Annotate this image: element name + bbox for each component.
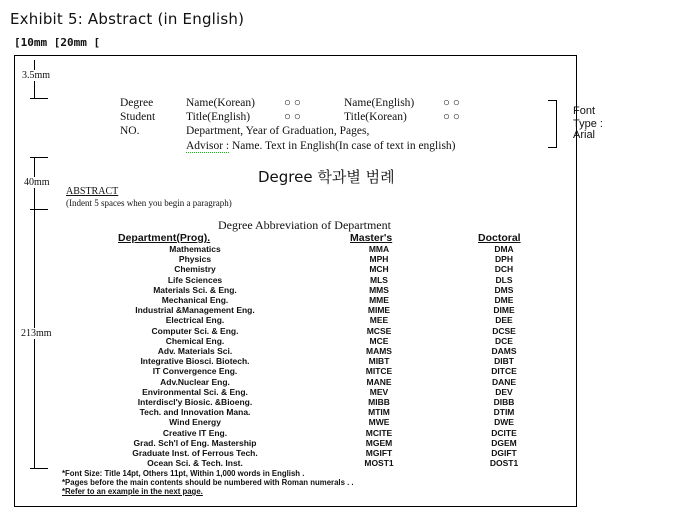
masters-cell: MOST1	[364, 458, 394, 469]
table-row	[0, 315, 560, 325]
circle-placeholder-icon: ○ ○	[284, 111, 301, 123]
dim-mid-label: 40mm	[24, 177, 50, 188]
doctoral-cell: DGEM	[491, 437, 517, 448]
meta-right: Title(Korean)	[344, 111, 407, 123]
masters-cell: MGEM	[365, 437, 393, 448]
degree-table	[0, 244, 600, 474]
exhibit-title: Exhibit 5: Abstract (in English)	[10, 10, 245, 28]
table-row	[0, 417, 560, 427]
department-cell: IT Convergence Eng.	[152, 366, 238, 377]
table-row	[0, 448, 560, 458]
table-row	[0, 336, 560, 346]
department-cell: Ocean Sci. & Tech. Inst.	[147, 458, 243, 469]
meta-label: Student	[120, 111, 156, 123]
meta-left: Name(Korean)	[186, 97, 255, 109]
department-cell: Industrial &Management Eng.	[135, 305, 255, 316]
doctoral-cell: DEE	[495, 315, 513, 326]
table-row	[0, 305, 560, 315]
table-row	[0, 295, 560, 305]
doctoral-cell: DPH	[495, 254, 513, 265]
table-row	[0, 458, 560, 468]
masters-cell: MEV	[369, 386, 389, 397]
masters-cell: MIBB	[368, 397, 390, 407]
header-department: Department(Prog).	[118, 232, 211, 244]
doctoral-cell: DIBT	[494, 356, 514, 367]
table-row	[0, 356, 560, 366]
table-row	[0, 326, 560, 336]
masters-cell: MCITE	[365, 427, 393, 438]
department-cell: Chemical Eng.	[165, 335, 225, 346]
meta-label: NO.	[120, 125, 140, 137]
masters-cell: MWE	[368, 417, 390, 428]
footnote-2: *Pages before the main contents should be numbered with Roman numerals . .	[62, 478, 354, 487]
doctoral-cell: DEV	[495, 386, 513, 397]
font-note-line2: Type :	[573, 118, 603, 130]
doctoral-cell: DGIFT	[491, 448, 517, 458]
doctoral-cell: DMA	[494, 244, 514, 254]
abstract-label: ABSTRACT	[66, 186, 119, 197]
header-masters: Master's	[350, 232, 393, 244]
table-row	[0, 244, 560, 254]
advisor-line	[186, 140, 456, 152]
table-row	[0, 397, 560, 407]
department-cell: Chemistry	[174, 264, 216, 275]
circle-placeholder-icon: ○ ○	[443, 111, 460, 123]
table-row	[0, 366, 560, 376]
masters-cell: MITCE	[365, 366, 393, 377]
dim-top-label: 3.5mm	[22, 70, 51, 81]
doctoral-cell: DAMS	[491, 346, 517, 356]
department-cell: Materials Sci. & Eng.	[153, 284, 237, 295]
masters-cell: MAMS	[366, 346, 392, 356]
table-row	[0, 275, 560, 285]
dim-tick-1	[30, 98, 48, 99]
doctoral-cell: DIME	[493, 305, 515, 316]
masters-cell: MANE	[366, 376, 392, 387]
doctoral-cell: DTIM	[493, 407, 515, 418]
masters-cell: MIME	[367, 305, 391, 316]
masters-cell: MTIM	[368, 407, 390, 418]
doctoral-cell: DWE	[494, 417, 514, 428]
department-cell: Wind Energy	[169, 417, 221, 428]
department-cell: Grad. Sch'l of Eng. Mastership	[133, 437, 257, 448]
dim-tick-3	[30, 209, 48, 210]
abstract-hint: (Indent 5 spaces when you begin a paragraph)	[66, 198, 232, 208]
masters-cell: MGIFT	[365, 448, 393, 458]
department-cell: Mathematics	[169, 244, 221, 254]
meta-left: Department, Year of Graduation, Pages,	[186, 125, 370, 137]
circle-placeholder-icon: ○ ○	[443, 97, 460, 109]
department-cell: Mechanical Eng.	[161, 295, 229, 305]
department-cell: Physics	[178, 254, 212, 265]
department-cell: Environmental Sci. & Eng.	[142, 386, 248, 397]
doctoral-cell: DANE	[491, 376, 517, 387]
masters-cell: MMA	[368, 244, 390, 254]
doctoral-cell: DME	[494, 295, 514, 305]
advisor-text: Name. Text in English(In case of text in english)	[229, 140, 456, 152]
advisor-prefix: Advisor :	[186, 140, 230, 152]
department-cell: Computer Sci. & Eng.	[151, 325, 239, 336]
table-row	[0, 407, 560, 417]
doctoral-cell: DITCE	[491, 366, 517, 377]
bracket	[548, 100, 557, 148]
table-row	[0, 387, 560, 397]
department-cell: Tech. and Innovation Mana.	[139, 407, 251, 418]
department-cell: Creative IT Eng.	[162, 427, 228, 438]
footnote-1: *Font Size: Title 14pt, Others 11pt, Within 1,000 words in English .	[62, 469, 305, 478]
doctoral-cell: DCITE	[491, 427, 517, 438]
department-cell: Graduate Inst. of Ferrous Tech.	[132, 448, 258, 458]
circle-placeholder-icon: ○ ○	[284, 97, 301, 109]
header-doctoral: Doctoral	[478, 232, 521, 244]
doctoral-cell: DOST1	[489, 458, 519, 469]
dim-bottom-label: 213mm	[21, 328, 52, 339]
masters-cell: MLS	[370, 274, 388, 285]
table-row	[0, 438, 560, 448]
font-note-line1: Font	[573, 105, 596, 117]
masters-cell: MIBT	[368, 356, 390, 367]
department-cell: Life Sciences	[167, 274, 223, 285]
masters-cell: MME	[369, 295, 389, 305]
table-row	[0, 346, 560, 356]
masters-cell: MCSE	[366, 325, 392, 336]
dim-tick-2	[30, 157, 48, 158]
font-note-line3: Arial	[573, 129, 596, 141]
masters-cell: MPH	[369, 254, 389, 265]
table-row	[0, 254, 560, 264]
doctoral-cell: DCH	[494, 264, 514, 275]
masters-cell: MCE	[369, 335, 389, 346]
department-cell: Adv.Nuclear Eng.	[160, 376, 230, 387]
table-row	[0, 285, 560, 295]
footnote-3: *Refer to an example in the next page.	[62, 487, 203, 496]
table-title: Degree Abbreviation of Department	[218, 218, 391, 232]
masters-cell: MCH	[369, 264, 389, 275]
masters-cell: MEE	[369, 315, 389, 326]
meta-right: Name(English)	[344, 97, 415, 109]
doctoral-cell: DMS	[494, 284, 514, 295]
department-cell: Integrative Biosci. Biotech.	[140, 356, 250, 367]
department-cell: Adv. Materials Sci.	[157, 346, 233, 356]
degree-heading: Degree 학과별 범례	[258, 168, 395, 186]
department-cell: Electrical Eng.	[165, 315, 225, 326]
meta-left: Title(English)	[186, 111, 251, 123]
doctoral-cell: DIBB	[493, 397, 515, 407]
doctoral-cell: DLS	[495, 274, 513, 285]
table-row	[0, 264, 560, 274]
department-cell: Interdiscl'y Biosic. &Bioeng.	[137, 397, 253, 407]
table-row	[0, 428, 560, 438]
doctoral-cell: DCSE	[492, 325, 516, 336]
margin-spec: [10mm [20mm [	[14, 36, 101, 49]
masters-cell: MMS	[369, 284, 389, 295]
meta-label: Degree	[120, 97, 154, 109]
table-row	[0, 377, 560, 387]
doctoral-cell: DCE	[495, 335, 513, 346]
